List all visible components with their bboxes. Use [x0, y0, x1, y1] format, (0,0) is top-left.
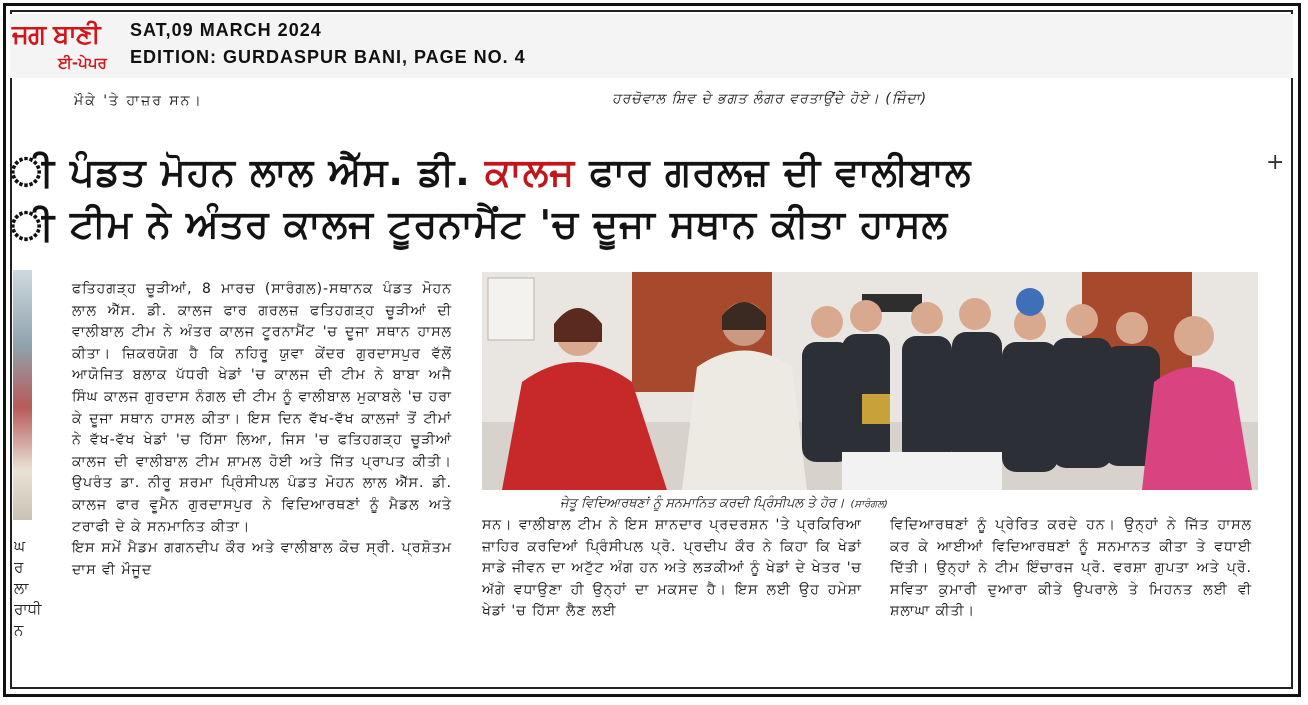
- cut-off-headline-char: ੀ: [10, 150, 55, 196]
- previous-article-fragment: ਮੌਕੇ 'ਤੇ ਹਾਜ਼ਰ ਸਨ।: [74, 93, 203, 109]
- cut-off-headline-char: ੀ: [10, 204, 55, 250]
- photo-caption-text: ਜੇਤੂ ਵਿਦਿਆਰਥਣਾਂ ਨੂੰ ਸਨਮਾਨਿਤ ਕਰਦੀ ਪ੍ਰਿੰਸੀਪਲ ਤੇ ਹੋਰ।: [560, 496, 845, 511]
- newspaper-logo: [10, 14, 122, 78]
- news-photo: [482, 272, 1258, 490]
- article-paragraph: ਇਸ ਸਮੇਂ ਮੈਡਮ ਗਗਨਦੀਪ ਕੌਰ ਅਤੇ ਵਾਲੀਬਾਲ ਕੋਚ ਸ੍ਰੀ. ਪ੍ਰਸ਼ੋਤਮ ਦਾਸ ਵੀ ਮੌਜੂਦ: [72, 540, 452, 578]
- logo-subtitle: ਈ-ਪੇਪਰ: [58, 54, 107, 72]
- headline-part: ਫਾਰ ਗਰਲਜ਼ ਦੀ ਵਾਲੀਬਾਲ: [575, 150, 972, 194]
- adjacent-photo-fragment: [13, 270, 32, 520]
- team-photo-illustration: [482, 272, 1258, 490]
- edition-date: SAT,09 MARCH 2024: [130, 20, 322, 40]
- headline-line-2: ਟੀਮ ਨੇ ਅੰਤਰ ਕਾਲਜ ਟੂਰਨਾਮੈਂਟ 'ਚ ਦੂਜਾ ਸਥਾਨ ਕੀਤਾ ਹਾਸਲ: [70, 202, 949, 246]
- photo-caption: [560, 496, 888, 511]
- article-column-3: [890, 515, 1252, 623]
- headline-highlight: ਕਾਲਜ: [484, 150, 576, 194]
- adjacent-column-fragment: ਘ ਰ ਲਾ ਰਾਧੀ ਨ: [14, 537, 42, 639]
- photo-credit: (ਸਾਰੰਗਲ): [850, 499, 888, 510]
- crop-mark: +: [1266, 150, 1285, 175]
- article-paragraph: ਫਤਿਹਗੜ੍ਹ ਚੂੜੀਆਂ, 8 ਮਾਰਚ (ਸਾਰੰਗਲ)-ਸਥਾਨਕ ਪੰਡਤ ਮੋਹਨ ਲਾਲ ਐੱਸ. ਡੀ. ਕਾਲਜ ਫਾਰ ਗਰਲਜ਼ ਫਤਿਹਗੜ੍ਹ ਚੂੜੀਆਂ ਦੀ ਵਾਲੀਬਾਲ ਟੀਮ ਨੇ ਅੰਤਰ ਕਾਲਜ ਟੂਰਨਾਮੈਂਟ 'ਚ ਦੂਜਾ ਸਥਾਨ ਹਾਸਲ ਕੀਤਾ। ਜ਼ਿਕਰਯੋਗ ਹੈ ਕਿ ਨਹਿਰੂ ਯੁਵਾ ਕੇਂਦਰ ਗੁਰਦਾਸਪੁਰ ਵੱਲੋਂ ਆਯੋਜਿਤ ਬਲਾਕ ਪੱਧਰੀ ਖੇਡਾਂ 'ਚ ਕਾਲਜ ਦੀ ਟੀਮ ਨੇ ਬਾਬਾ ਅਜੈ ਸਿੰਘ ਕਾਲਜ ਗੁਰਦਾਸ ਨੰਗਲ ਦੀ ਟੀਮ ਨੂੰ ਵਾਲੀਬਾਲ ਮੁਕਾਬਲੇ 'ਚ ਹਰਾ ਕੇ ਦੂਜਾ ਸਥਾਨ ਹਾਸਲ ਕੀਤਾ। ਇਸ ਦਿਨ ਵੱਖ-ਵੱਖ ਕਾਲਜਾਂ ਤੋਂ ਟੀਮਾਂ ਨੇ ਵੱਖ-ਵੱਖ ਖੇਡਾਂ 'ਚ ਹਿੱਸਾ ਲਿਆ, ਜਿਸ 'ਚ ਫਤਿਹਗੜ੍ਹ ਚੂੜੀਆਂ ਕਾਲਜ ਦੀ ਵਾਲੀਬਾਲ ਟੀਮ ਸ਼ਾਮਲ ਹੋਈ ਅਤੇ ਜਿੱਤ ਪ੍ਰਾਪਤ ਕੀਤੀ। ਉਪਰੰਤ ਡਾ. ਨੀਰੂ ਸ਼ਰਮਾ ਪ੍ਰਿੰਸੀਪਲ ਪੰਡਤ ਮੋਹਨ ਲਾਲ ਐੱਸ. ਡੀ. ਕਾਲਜ ਫਾਰ ਵੂਮੈਨ ਗੁਰਦਾਸਪੁਰ ਨੇ ਵਿਦਿਆਰਥਣਾਂ ਨੂੰ ਮੈਡਲ ਅਤੇ ਟਰਾਫੀ ਦੇ ਕੇ ਸਨਮਾਨਿਤ ਕੀਤਾ।: [72, 281, 452, 535]
- edition-info: EDITION: GURDASPUR BANI, PAGE NO. 4: [130, 47, 526, 67]
- article-column-2: [482, 515, 862, 623]
- previous-photo-caption: ਹਰਚੋਵਾਲ ਸ਼ਿਵ ਦੇ ਭਗਤ ਲੰਗਰ ਵਰਤਾਉਂਦੇ ਹੋਏ। (ਜਿੰਦਾ): [612, 91, 928, 107]
- article-column-1: [72, 279, 452, 581]
- headline-line-1: [70, 150, 1290, 195]
- logo-wordmark: ਜਗ ਬਾਣੀ: [12, 20, 100, 50]
- epaper-header: [10, 14, 1293, 78]
- article-paragraph: ਸਨ। ਵਾਲੀਬਾਲ ਟੀਮ ਨੇ ਇਸ ਸ਼ਾਨਦਾਰ ਪ੍ਰਦਰਸ਼ਨ 'ਤੇ ਪ੍ਰਕਿਰਿਆ ਜ਼ਾਹਿਰ ਕਰਦਿਆਂ ਪ੍ਰਿੰਸੀਪਲ ਪ੍ਰੋ. ਪ੍ਰਦੀਪ ਕੌਰ ਨੇ ਕਿਹਾ ਕਿ ਖੇਡਾਂ ਸਾਡੇ ਜੀਵਨ ਦਾ ਅਟੁੱਟ ਅੰਗ ਹਨ ਅਤੇ ਲੜਕੀਆਂ ਨੂੰ ਖੇਡਾਂ ਦੇ ਖੇਤਰ 'ਚ ਅੱਗੇ ਵਧਾਉਣਾ ਹੀ ਉਨ੍ਹਾਂ ਦਾ ਮਕਸਦ ਹੈ। ਇਸ ਲਈ ਉਹ ਹਮੇਸ਼ਾ ਖੇਡਾਂ 'ਚ ਹਿੱਸਾ ਲੈਣ ਲਈ: [482, 517, 862, 620]
- headline-part: ਪੰਡਤ ਮੋਹਨ ਲਾਲ ਐੱਸ. ਡੀ.: [70, 150, 485, 194]
- article-paragraph: ਵਿਦਿਆਰਥਣਾਂ ਨੂੰ ਪ੍ਰੇਰਿਤ ਕਰਦੇ ਹਨ। ਉਨ੍ਹਾਂ ਨੇ ਜਿੱਤ ਹਾਸਲ ਕਰ ਕੇ ਆਈਆਂ ਵਿਦਿਆਰਥਣਾਂ ਨੂੰ ਸਨਮਾਨਤ ਕੀਤਾ ਤੇ ਵਧਾਈ ਦਿੱਤੀ। ਉਨ੍ਹਾਂ ਨੇ ਟੀਮ ਇੰਚਾਰਜ ਪ੍ਰੋ. ਵਰਸ਼ਾ ਗੁਪਤਾ ਅਤੇ ਪ੍ਰੋ. ਸਵਿਤਾ ਕੁਮਾਰੀ ਦੁਆਰਾ ਕੀਤੇ ਉਪਰਾਲੇ ਤੇ ਮਿਹਨਤ ਲਈ ਵੀ ਸ਼ਲਾਘਾ ਕੀਤੀ।: [890, 517, 1252, 620]
